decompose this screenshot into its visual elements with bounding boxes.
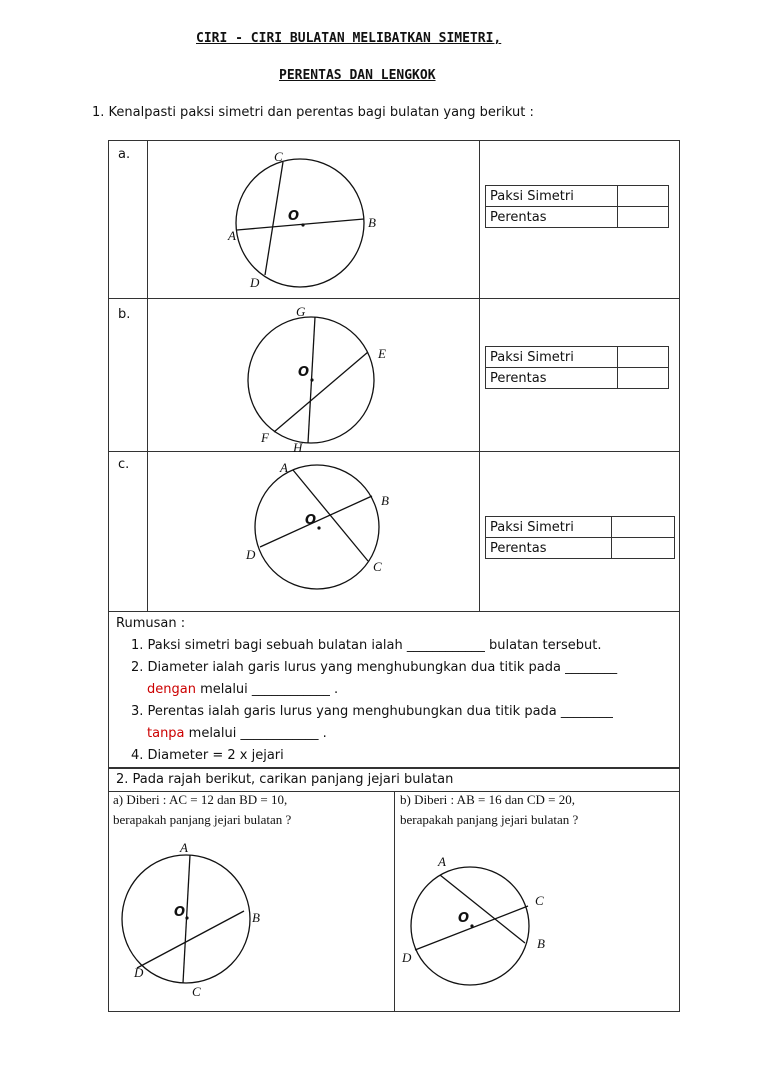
label-perentas: Perentas xyxy=(486,538,612,559)
point-label: F xyxy=(261,430,269,445)
chord-cd-a xyxy=(265,162,283,275)
question-1: 1. Kenalpasti paksi simetri dan perentas bagi bulatan yang berikut : xyxy=(92,105,534,120)
label-perentas: Perentas xyxy=(486,207,618,228)
label-paksi-simetri: Paksi Simetri xyxy=(486,517,612,538)
chord-ef-b xyxy=(274,352,368,432)
center-label: O xyxy=(458,911,470,926)
point-label: E xyxy=(378,346,386,361)
center-label: O xyxy=(288,209,300,224)
row-label-b: b. xyxy=(118,307,131,322)
point-label: B xyxy=(381,493,389,508)
rumusan-line-4: 3. Perentas ialah garis lurus yang menghubungkan dua titik pada ________ xyxy=(131,704,613,719)
question-2b-line-2: berapakah panjang jejari bulatan ? xyxy=(400,812,579,827)
circle-a xyxy=(236,159,364,287)
rumusan-line-1: 1. Paksi simetri bagi sebuah bulatan ialah ____________ bulatan tersebut. xyxy=(131,638,602,653)
point-label: H xyxy=(293,440,303,455)
point-label: D xyxy=(246,547,256,562)
rumusan-line-2: 2. Diameter ialah garis lurus yang menghubungkan dua titik pada ________ xyxy=(131,660,618,675)
center-label: O xyxy=(174,905,186,920)
point-label: A xyxy=(438,854,446,869)
title-line-2: PERENTAS DAN LENGKOK xyxy=(279,68,436,83)
row-label-c: c. xyxy=(118,457,130,472)
point-label: B xyxy=(537,936,545,951)
rumusan-heading: Rumusan : xyxy=(116,616,186,631)
label-paksi-simetri: Paksi Simetri xyxy=(486,347,618,368)
rumusan-line-6: 4. Diameter = 2 x jejari xyxy=(131,748,284,763)
row-label-a: a. xyxy=(118,147,131,162)
question-2: 2. Pada rajah berikut, carikan panjang jejari bulatan xyxy=(116,772,454,787)
point-label: A xyxy=(180,840,188,855)
rumusan-line-5-text: melalui ____________ . xyxy=(184,726,327,741)
point-label: C xyxy=(192,984,201,999)
point-label: C xyxy=(535,893,544,908)
circle-c xyxy=(255,465,379,589)
point-label: A xyxy=(280,460,288,475)
point-label: B xyxy=(368,215,376,230)
point-label: G xyxy=(296,304,306,319)
question-2b-line-1: b) Diberi : AB = 16 dan CD = 20, xyxy=(400,792,575,807)
question-2a-line-2: berapakah panjang jejari bulatan ? xyxy=(113,812,292,827)
chord-ab-a xyxy=(237,219,364,230)
label-perentas: Perentas xyxy=(486,368,618,389)
rumusan-line-3-text: melalui ____________ . xyxy=(195,682,339,697)
point-label: A xyxy=(228,228,236,243)
point-label: D xyxy=(134,965,144,980)
point-label: D xyxy=(402,950,412,965)
title-line-1: CIRI - CIRI BULATAN MELIBATKAN SIMETRI, xyxy=(196,31,502,46)
rumusan-line-3 xyxy=(147,679,338,701)
point-label: D xyxy=(250,275,260,290)
rumusan-line-5 xyxy=(147,723,327,745)
label-paksi-simetri: Paksi Simetri xyxy=(486,186,618,207)
keyword-tanpa: tanpa xyxy=(147,726,185,741)
center-label: O xyxy=(298,365,310,380)
question-2a-line-1: a) Diberi : AC = 12 dan BD = 10, xyxy=(113,792,288,807)
keyword-dengan: dengan xyxy=(147,682,196,697)
center-label: O xyxy=(305,513,317,528)
question-2-column-divider xyxy=(394,791,395,1012)
point-label: C xyxy=(373,559,382,574)
point-label: B xyxy=(252,910,260,925)
point-label: C xyxy=(274,149,283,164)
